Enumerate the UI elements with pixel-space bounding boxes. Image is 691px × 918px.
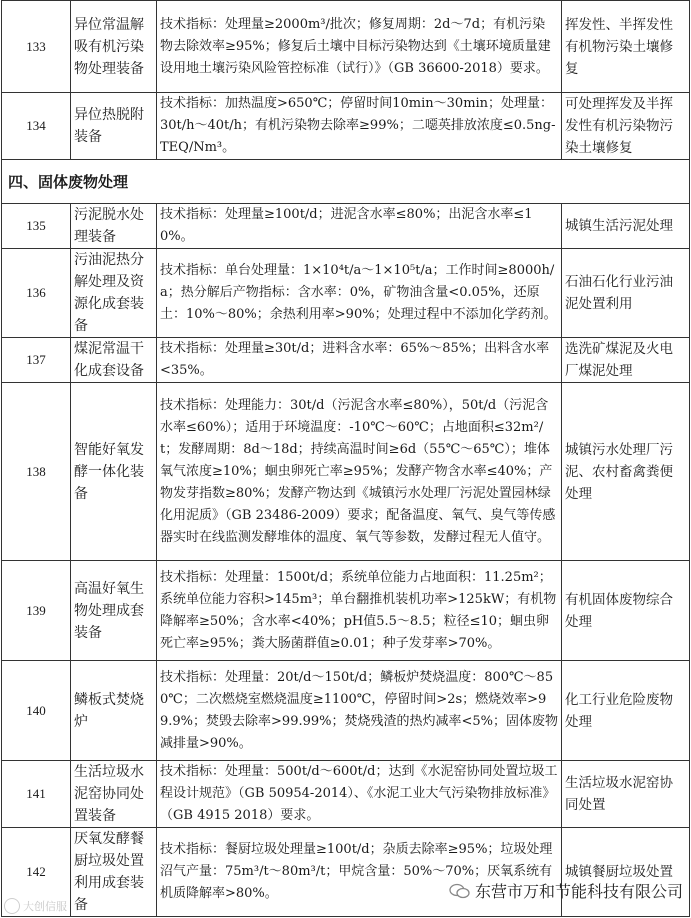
technical-spec: 技术指标：处理量：500t/d～600t/d；达到《水泥窑协同处置垃圾工程设计规范》（GB 50954-2014）、《水泥工业大气污染物排放标准》（GB 4915 2018）要求。 [157, 761, 562, 828]
application-scope: 城镇生活污泥处理 [562, 204, 690, 249]
application-scope: 选洗矿煤泥及火电厂煤泥处理 [562, 338, 690, 383]
table-row [2, 661, 690, 761]
equipment-name: 煤泥常温干化成套设备 [71, 338, 157, 383]
technical-spec: 技术指标：加热温度>650℃；停留时间10min～30min；处理量：30t/h～40t/h；有机污染物去除率≥99%；二噁英排放浓度≤0.5ng-TEQ/Nm³。 [157, 93, 562, 160]
watermark-company-name: 东营市万和节能科技有限公司 [474, 882, 683, 901]
row-number: 133 [2, 1, 71, 93]
equipment-table [1, 0, 690, 917]
watermark-left [4, 898, 67, 914]
application-scope: 石油石化行业污油泥处置利用 [562, 249, 690, 338]
row-number: 140 [2, 661, 71, 761]
wechat-icon [449, 883, 471, 899]
table-row [2, 561, 690, 661]
technical-spec: 技术指标：处理量≥30t/d；进料含水率：65%～85%；出料含水率<35%。 [157, 338, 562, 383]
technical-spec: 技术指标：处理量：20t/d～150t/d；鳞板炉焚烧温度：800℃～850℃；二次燃烧室燃烧温度≥1100℃，停留时间>2s；燃烧效率>99.9%；焚毁去除率>99.99%；焚烧残渣的热灼减率<5%；固体废物减排量>90%。 [157, 661, 562, 761]
row-number: 138 [2, 383, 71, 561]
table-row [2, 204, 690, 249]
row-number: 135 [2, 204, 71, 249]
equipment-name: 污泥脱水处理装备 [71, 204, 157, 249]
table-row [2, 383, 690, 561]
equipment-name: 鳞板式焚烧炉 [71, 661, 157, 761]
equipment-name: 高温好氧生物处理成套装备 [71, 561, 157, 661]
table-row [2, 93, 690, 160]
application-scope: 生活垃圾水泥窑协同处置 [562, 761, 690, 828]
watermark-logo-icon [4, 898, 20, 914]
section-header-row [2, 160, 690, 204]
equipment-name: 异位热脱附装备 [71, 93, 157, 160]
table-row [2, 1, 690, 93]
row-number: 142 [2, 828, 71, 917]
application-scope: 化工行业危险废物处理 [562, 661, 690, 761]
technical-spec: 技术指标：单台处理量：1×10⁴t/a～1×10⁵t/a；工作时间≥8000h/a；热分解后产物指标：含水率：0%，矿物油含量<0.05%，还原土：10%～80%；余热利用率>90%；处理过程中不添加化学药剂。 [157, 249, 562, 338]
application-scope: 城镇污水处理厂污泥、农村畜禽粪便处理 [562, 383, 690, 561]
application-scope: 可处理挥发及半挥发性有机污染物污染土壤修复 [562, 93, 690, 160]
application-scope: 城镇餐厨垃圾处置 [562, 828, 690, 917]
section-title: 四、固体废物处理 [2, 160, 690, 204]
equipment-name: 异位常温解吸有机污染物处理装备 [71, 1, 157, 93]
table-row [2, 761, 690, 828]
table-row [2, 249, 690, 338]
watermark-company [449, 879, 683, 902]
row-number: 139 [2, 561, 71, 661]
application-scope: 有机固体废物综合处理 [562, 561, 690, 661]
technical-spec: 技术指标：处理能力：30t/d（污泥含水率≤80%），50t/d（污泥含水率≤60%）；适用于环境温度：-10℃～60℃；占地面积≤32m²/t；发酵周期：8d～18d；持续高温时间≥6d（55℃～65℃）；堆体氧气浓度≥10%；蛔虫卵死亡率≥95%；发酵产物含水率≤40%；产物发芽指数≥80%；发酵产物达到《城镇污水处理厂污泥处置园林绿化用泥质》（GB 23486-2009）要求；配备温度、氧气、臭气等传感器实时在线监测发酵堆体的温度、氧气等参数，发酵过程无人值守。 [157, 383, 562, 561]
technical-spec: 技术指标：处理量：1500t/d；系统单位能力占地面积：11.25m²；系统单位能力容积>145m³；单台翻推机装机功率>125kW；有机物降解率≥50%；含水率<40%；pH值5.5～8.5；粒径≤10；蛔虫卵死亡率≥95%；粪大肠菌群值≥0.01；种子发芽率>70%。 [157, 561, 562, 661]
table-row [2, 338, 690, 383]
technical-spec: 技术指标：处理量≥2000m³/批次；修复周期：2d～7d；有机污染物去除效率≥95%；修复后土壤中目标污染物达到《土壤环境质量建设用地土壤污染风险管控标准（试行）》（GB 36600-2018）要求。 [157, 1, 562, 93]
equipment-name: 污油泥热分解处理及资源化成套装备 [71, 249, 157, 338]
technical-spec: 技术指标：处理量≥100t/d；进泥含水率≤80%；出泥含水率≤10%。 [157, 204, 562, 249]
technical-spec: 技术指标：餐厨垃圾处理量≥100t/d；杂质去除率≥95%；垃圾处理沼气产量：75m³/t～80m³/t；甲烷含量：50%～70%；厌氧系统有机质降解率>80%。 [157, 828, 562, 917]
row-number: 137 [2, 338, 71, 383]
table-row [2, 828, 690, 917]
application-scope: 挥发性、半挥发性有机物污染土壤修复 [562, 1, 690, 93]
equipment-name: 厌氧发酵餐厨垃圾处置利用成套装备 [71, 828, 157, 917]
equipment-name: 智能好氧发酵一体化装备 [71, 383, 157, 561]
equipment-name: 生活垃圾水泥窑协同处置装备 [71, 761, 157, 828]
row-number: 134 [2, 93, 71, 160]
row-number: 141 [2, 761, 71, 828]
row-number: 136 [2, 249, 71, 338]
watermark-left-text: 大创信服 [23, 900, 67, 913]
